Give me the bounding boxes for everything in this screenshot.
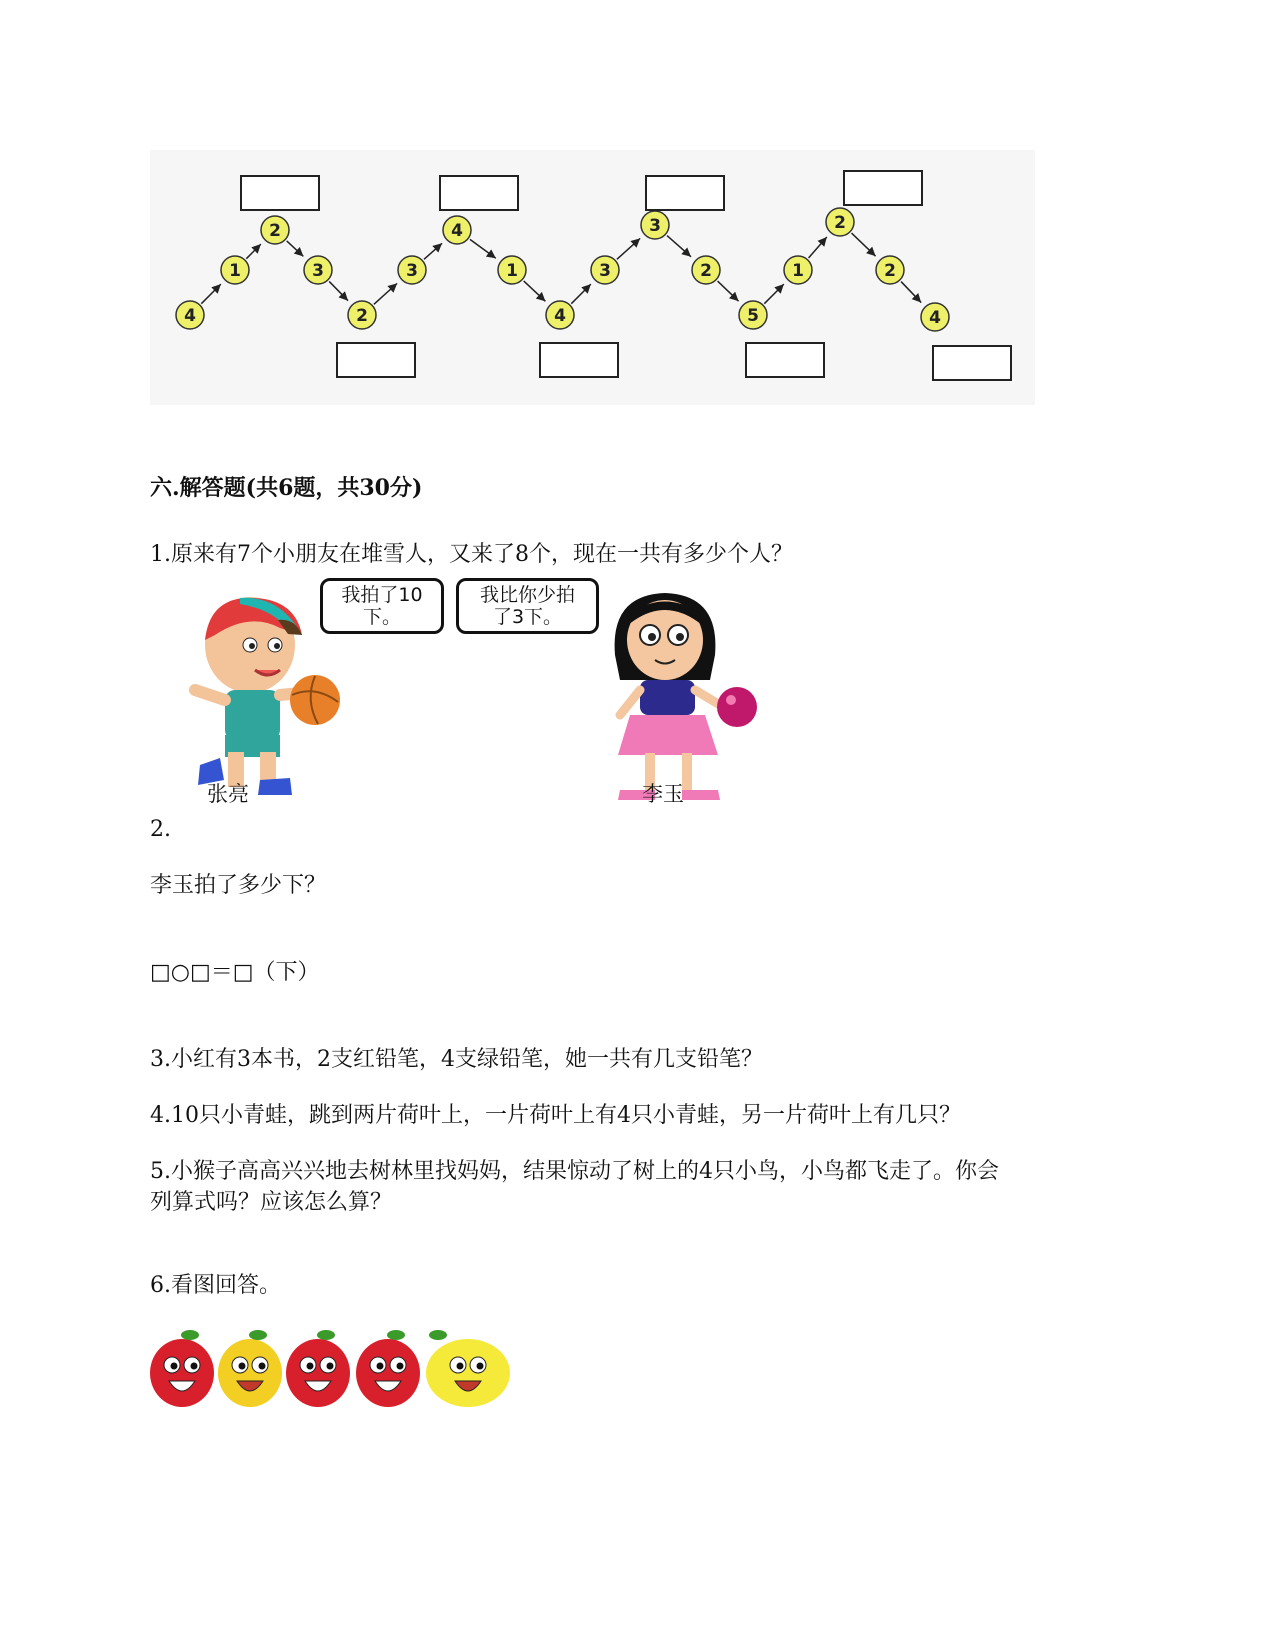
chain-node-label: 3	[406, 261, 418, 281]
answer-box-top-2[interactable]	[439, 175, 519, 211]
fruit-row-image	[150, 1325, 535, 1410]
chain-node-label: 3	[599, 261, 611, 281]
chain-node-label: 3	[312, 261, 324, 281]
chain-arrow	[424, 243, 442, 259]
chain-node-label: 4	[554, 306, 566, 326]
girl-bubble-line-1: 我比你少拍	[479, 584, 575, 606]
girl-speech-bubble	[456, 578, 599, 634]
question-5-line-1: 5.小猴子高高兴兴地去树林里找妈妈，结果惊动了树上的4只小鸟，小鸟都飞走了。你会	[150, 1159, 999, 1184]
girl-bubble-line-2: 了3下。	[492, 606, 563, 628]
section-title: 六.解答题(共6题，共30分)	[150, 475, 423, 501]
answer-box-bottom-2[interactable]	[539, 342, 619, 378]
girl-name-label: 李玉	[642, 782, 684, 806]
boy-speech-bubble	[320, 578, 444, 634]
chain-arrow	[764, 284, 784, 304]
question-5-line-2: 列算式吗？应该怎么算？	[150, 1190, 393, 1215]
bounce-ball-illustration	[180, 584, 780, 840]
chain-arrow	[329, 281, 348, 300]
chain-node-label: 1	[229, 261, 241, 281]
number-chain-diagram	[150, 150, 1035, 405]
boy-bubble-line-2: 下。	[362, 606, 401, 628]
chain-node-label: 1	[792, 261, 804, 281]
chain-node-label: 4	[451, 221, 463, 241]
answer-box-bottom-3[interactable]	[745, 342, 825, 378]
lemon-face-icon	[426, 1330, 510, 1407]
chain-node-label: 2	[884, 261, 896, 281]
chain-arrow	[287, 241, 304, 256]
answer-box-top-4[interactable]	[843, 170, 923, 206]
chain-arrow	[617, 238, 640, 259]
answer-box-bottom-1[interactable]	[336, 342, 416, 378]
apple-face-icon	[356, 1330, 420, 1407]
chain-arrow	[809, 237, 827, 258]
chain-node-label: 2	[834, 213, 846, 233]
chain-node-label: 5	[747, 306, 759, 326]
answer-box-bottom-4[interactable]	[932, 345, 1012, 381]
apple-face-icon	[286, 1330, 350, 1407]
chain-node-label: 1	[506, 261, 518, 281]
chain-arrow	[667, 236, 691, 257]
girl-dribbling-image	[600, 585, 780, 815]
chain-arrow	[571, 284, 591, 304]
boy-bubble-line-1: 我拍了10	[341, 584, 423, 606]
pear-face-icon	[218, 1330, 282, 1407]
chain-node-label: 2	[700, 261, 712, 281]
question-3: 3.小红有3本书，2支红铅笔，4支绿铅笔，她一共有几支铅笔？	[150, 1047, 763, 1072]
chain-node-label: 4	[184, 306, 196, 326]
chain-arrow	[524, 281, 546, 301]
chain-arrow	[901, 282, 921, 303]
chain-arrow	[718, 281, 739, 301]
chain-arrow	[246, 244, 261, 259]
question-4: 4.10只小青蛙，跳到两片荷叶上，一片荷叶上有4只小青蛙，另一片荷叶上有几只？	[150, 1103, 961, 1128]
question-2-prompt: 李玉拍了多少下？	[150, 873, 327, 898]
question-6: 6.看图回答。	[150, 1273, 281, 1298]
chain-node-label: 3	[649, 216, 661, 236]
chain-arrow	[470, 239, 496, 258]
chain-node-label: 4	[929, 308, 941, 328]
answer-box-top-3[interactable]	[645, 175, 725, 211]
question-2-formula: □○□＝□（下）	[150, 960, 320, 985]
apple-face-icon	[150, 1330, 214, 1407]
question-1: 1.原来有7个小朋友在堆雪人，又来了8个，现在一共有多少个人？	[150, 542, 793, 567]
chain-node-label: 2	[269, 221, 281, 241]
chain-arrow	[852, 233, 876, 256]
answer-box-top-1[interactable]	[240, 175, 320, 211]
chain-node-label: 2	[356, 306, 368, 326]
chain-arrow	[201, 284, 221, 304]
boy-name-label: 张亮	[207, 782, 249, 806]
chain-arrow	[374, 283, 397, 304]
question-2-number: 2.	[150, 817, 171, 842]
